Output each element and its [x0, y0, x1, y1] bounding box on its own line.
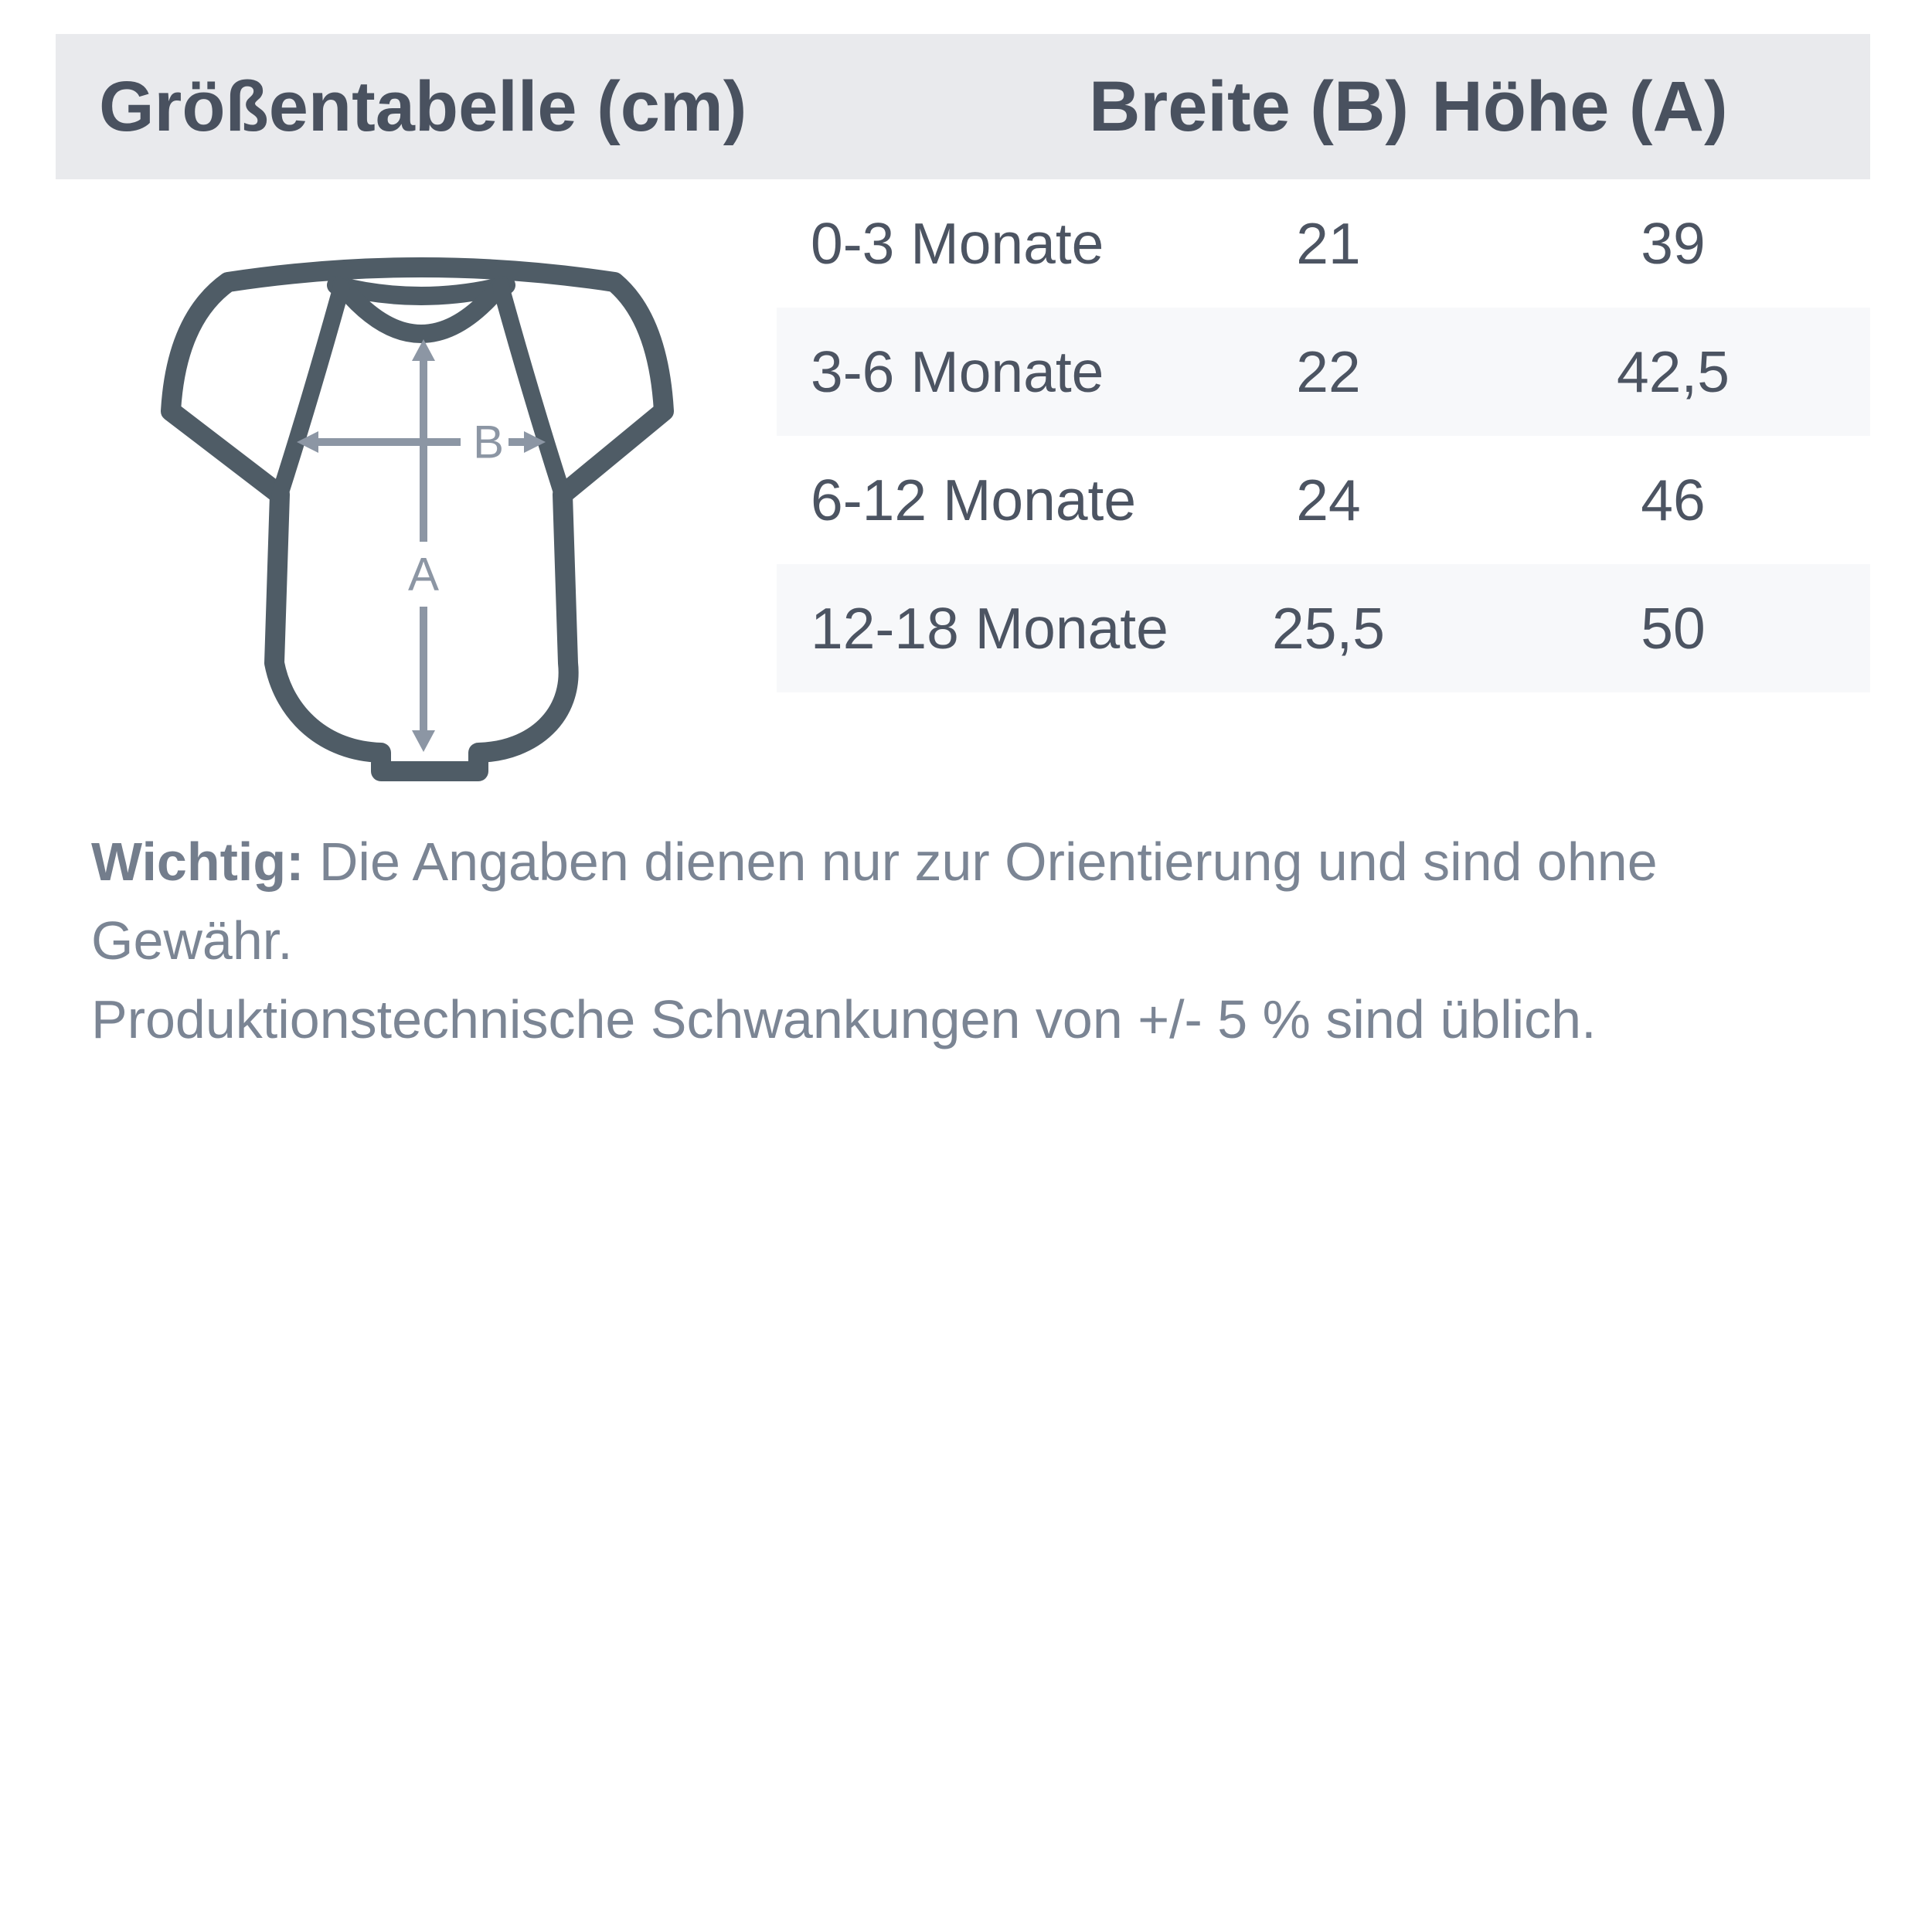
note-prefix: Wichtig:	[91, 832, 304, 892]
height-value: 42,5	[1617, 339, 1730, 404]
size-label: 12-18 Monate	[811, 596, 1168, 661]
size-label: 6-12 Monate	[811, 468, 1137, 532]
width-value: 21	[1296, 211, 1361, 276]
height-value: 39	[1641, 211, 1706, 276]
size-chart-title: Größentabelle (cm)	[99, 66, 747, 146]
bodysuit-diagram	[147, 251, 688, 792]
width-value: 25,5	[1272, 596, 1385, 661]
table-row	[777, 179, 1870, 308]
size-chart-header	[56, 34, 1870, 179]
column-header-width: Breite (B)	[1088, 66, 1410, 146]
size-table	[777, 179, 1870, 692]
width-arrow-label: B	[472, 416, 505, 468]
width-value: 22	[1296, 339, 1361, 404]
table-row	[777, 436, 1870, 564]
height-value: 50	[1641, 596, 1706, 661]
note-line-1: Die Angaben dienen nur zur Orientierung und sind ohne Gewähr.	[91, 832, 1658, 971]
height-arrow-label: A	[407, 548, 440, 600]
table-row	[777, 308, 1870, 436]
size-label: 3-6 Monate	[811, 339, 1104, 404]
column-header-height: Höhe (A)	[1431, 66, 1728, 146]
note-line-2: Produktionstechnische Schwankungen von +/- 5 % sind üblich.	[91, 989, 1597, 1049]
height-value: 46	[1641, 468, 1706, 532]
important-note	[91, 822, 1869, 1059]
width-value: 24	[1296, 468, 1361, 532]
size-label: 0-3 Monate	[811, 211, 1104, 276]
table-row	[777, 564, 1870, 692]
